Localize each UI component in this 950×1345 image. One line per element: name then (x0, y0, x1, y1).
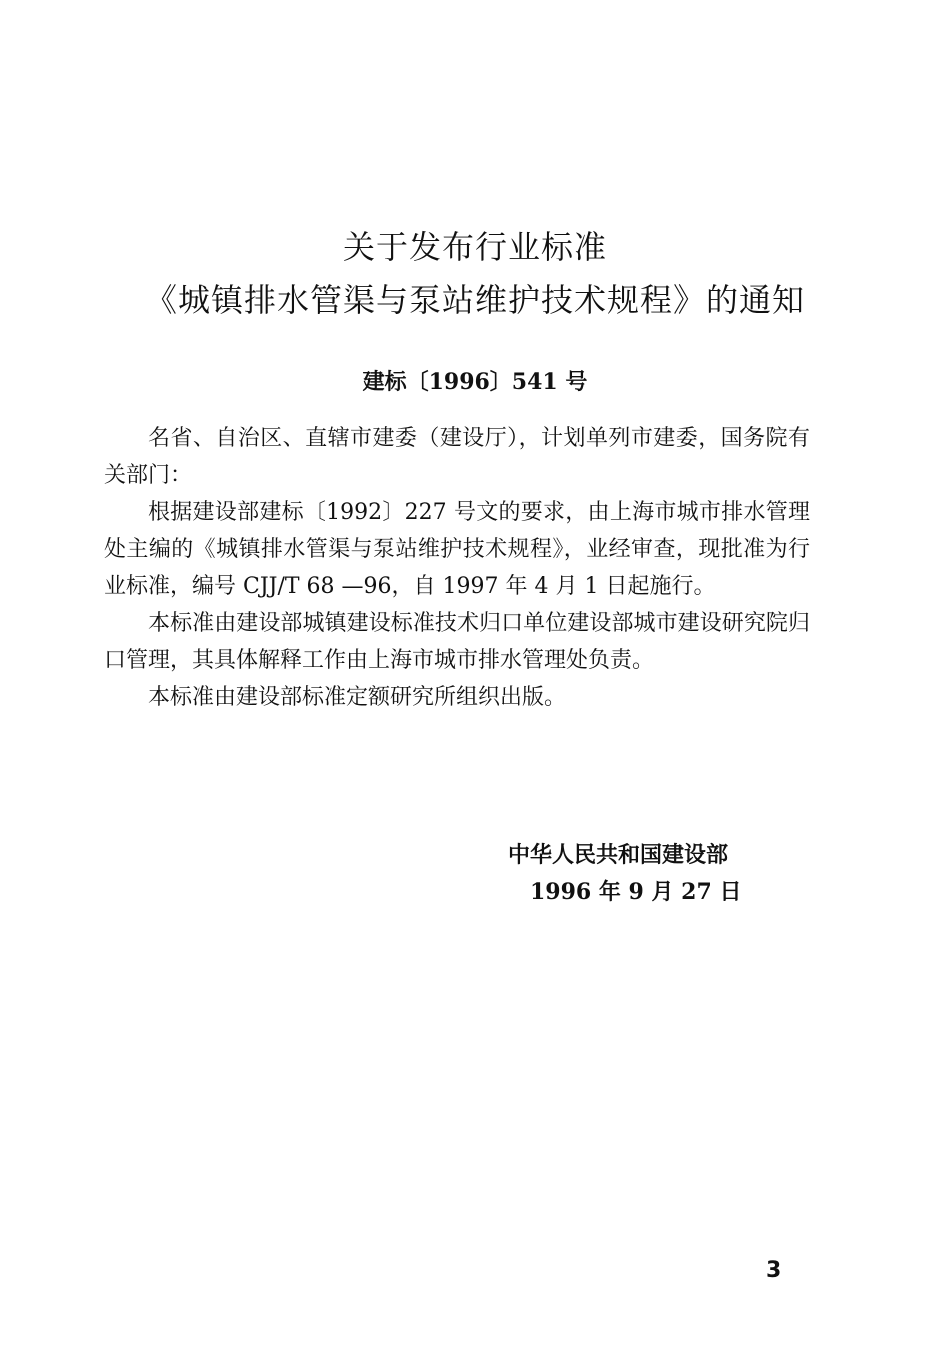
page-number: 3 (766, 1258, 782, 1283)
notice-title-line-1: 关于发布行业标准 (342, 228, 607, 266)
notice-title-line-2: 《城镇排水管渠与泵站维护技术规程》的通知 (144, 281, 805, 319)
document-number: 建标〔1996〕541 号 (362, 369, 588, 395)
paragraph-management: 本标准由建设部城镇建设标准技术归口单位建设部城市建设研究院归口管理，其具体解释工作由上海市城市排水管理处负责。 (104, 611, 810, 673)
notice-body (104, 420, 810, 716)
issue-date: 1996 年 9 月 27 日 (530, 879, 742, 905)
paragraph-approval: 根据建设部建标〔1992〕227 号文的要求，由上海市城市排水管理处主编的《城镇排水管渠与泵站维护技术规程》，业经审查，现批准为行业标准，编号 CJJ/T 68 —96，自 1997 年 4 月 1 日起施行。 (104, 500, 810, 599)
paragraph-addressees: 名省、自治区、直辖市建委（建设厅），计划单列市建委，国务院有关部门： (104, 426, 810, 488)
paragraph-publication: 本标准由建设部标准定额研究所组织出版。 (148, 685, 567, 710)
issuer-signature: 中华人民共和国建设部 (508, 842, 729, 868)
